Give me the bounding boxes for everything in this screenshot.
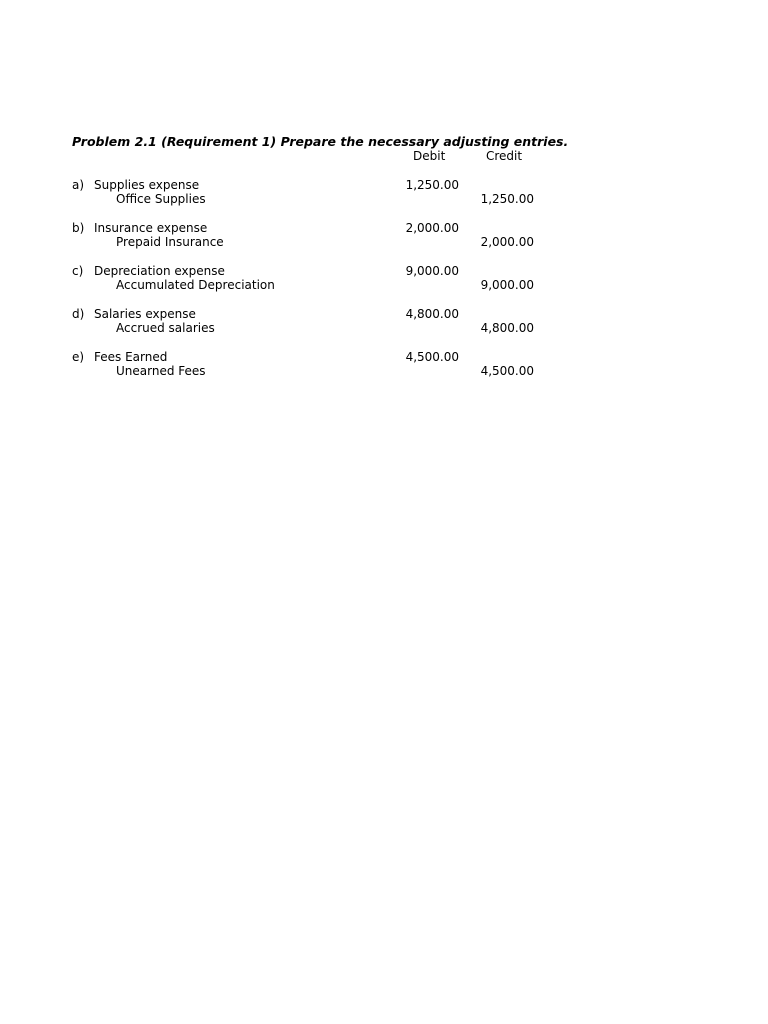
credit-amount: 9,000.00 <box>480 278 534 292</box>
credit-column-header: Credit <box>486 149 523 163</box>
journal-entry-c <box>72 264 542 294</box>
page-title: Problem 2.1 (Requirement 1) Prepare the necessary adjusting entries. <box>72 134 569 149</box>
journal-entry-d <box>72 307 542 337</box>
debit-account: Depreciation expense <box>94 264 225 278</box>
debit-amount: 9,000.00 <box>405 264 459 278</box>
credit-account: Accrued salaries <box>116 321 215 335</box>
debit-account: Fees Earned <box>94 350 168 364</box>
entry-letter: e) <box>72 350 85 364</box>
debit-account: Supplies expense <box>94 178 200 192</box>
debit-amount: 4,800.00 <box>405 307 459 321</box>
debit-amount: 4,500.00 <box>405 350 459 364</box>
journal-entry-b <box>72 221 542 251</box>
journal-entry-e <box>72 350 542 380</box>
credit-amount: 4,500.00 <box>480 364 534 378</box>
debit-account: Insurance expense <box>94 221 208 235</box>
credit-amount: 4,800.00 <box>480 321 534 335</box>
entry-letter: d) <box>72 307 85 321</box>
debit-amount: 1,250.00 <box>405 178 459 192</box>
credit-amount: 2,000.00 <box>480 235 534 249</box>
credit-account: Prepaid Insurance <box>116 235 224 249</box>
credit-account: Office Supplies <box>116 192 206 206</box>
credit-account: Unearned Fees <box>116 364 206 378</box>
debit-account: Salaries expense <box>94 307 196 321</box>
debit-column-header: Debit <box>413 149 446 163</box>
journal-entry-a <box>72 178 542 208</box>
entry-letter: b) <box>72 221 85 235</box>
debit-amount: 2,000.00 <box>405 221 459 235</box>
entry-letter: c) <box>72 264 84 278</box>
entry-letter: a) <box>72 178 85 192</box>
credit-account: Accumulated Depreciation <box>116 278 275 292</box>
credit-amount: 1,250.00 <box>480 192 534 206</box>
